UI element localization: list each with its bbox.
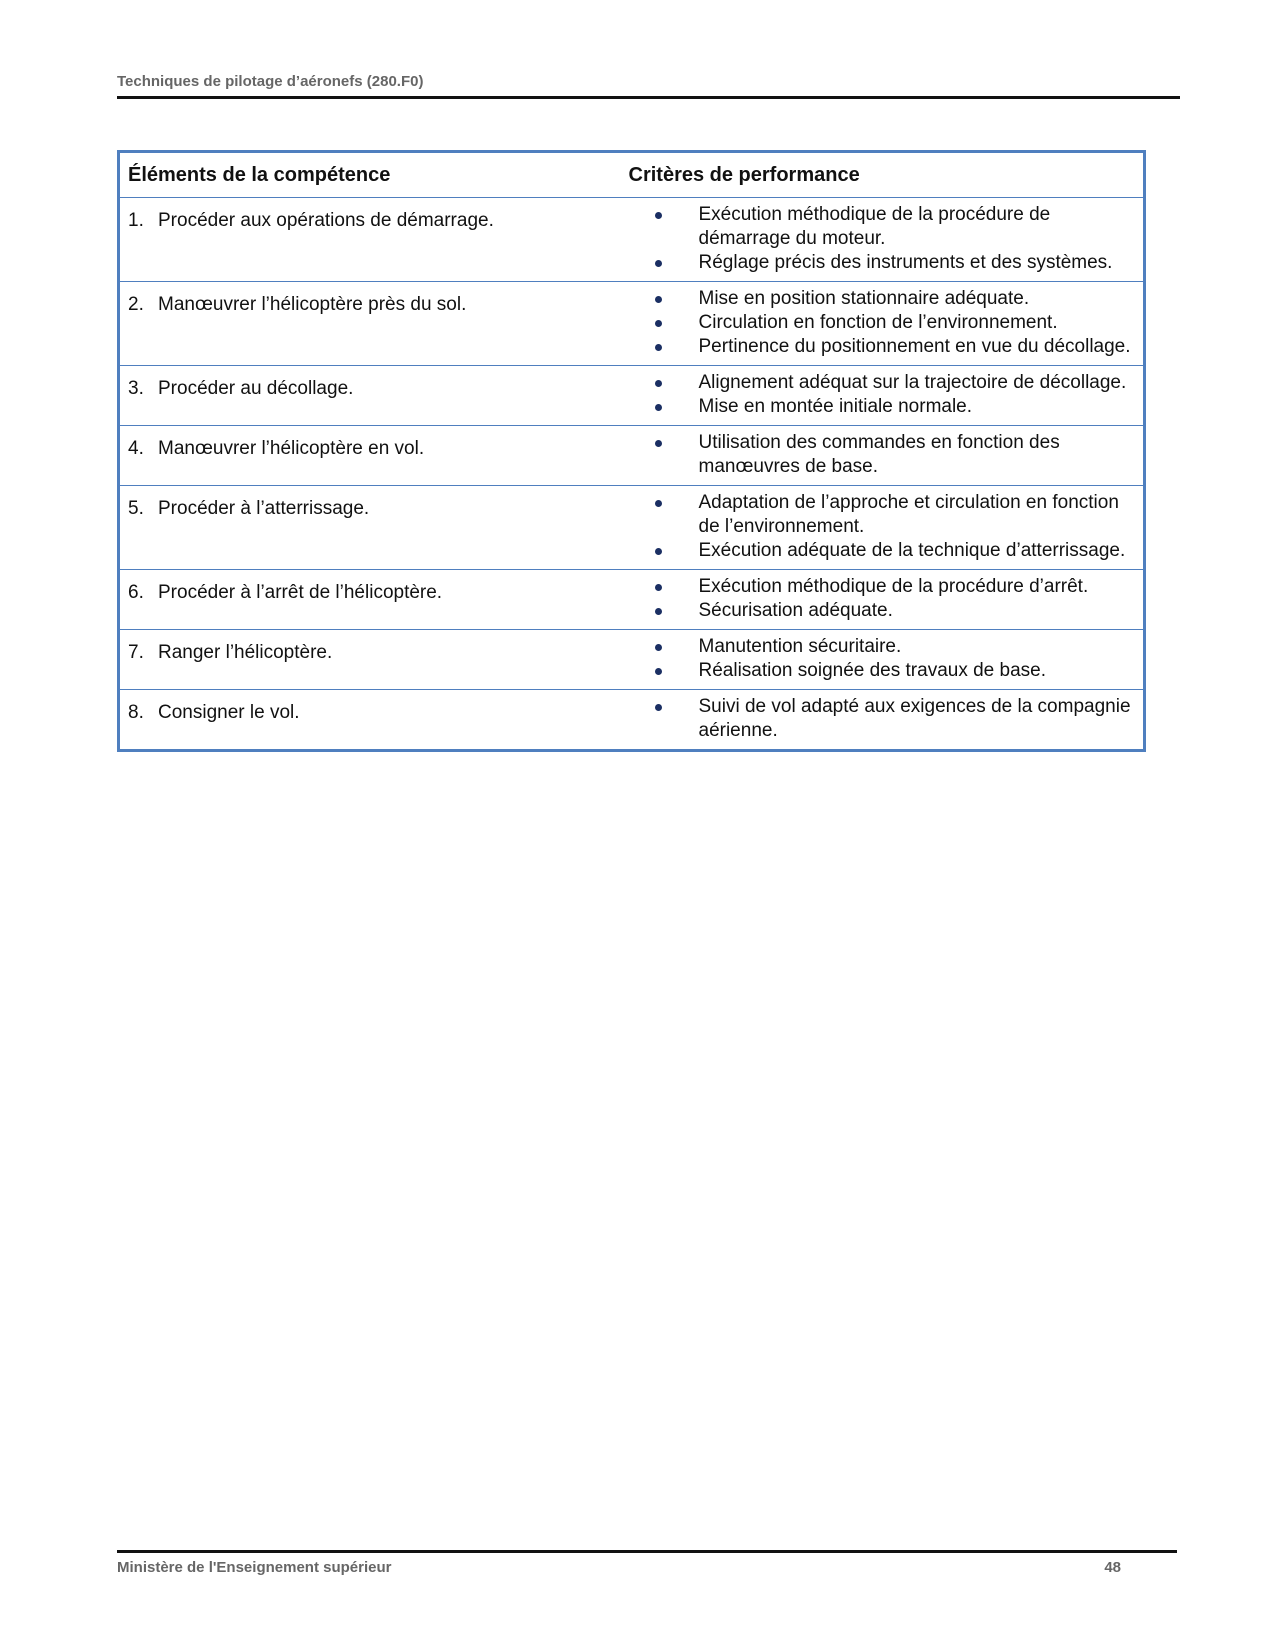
element-text: Ranger l’hélicoptère. (158, 642, 333, 663)
bullet-icon (655, 548, 662, 555)
competence-element (128, 371, 613, 401)
table-row (119, 282, 1145, 366)
competence-element (128, 203, 613, 233)
bullet-icon (655, 320, 662, 327)
criteria-item (629, 251, 1136, 275)
criteria-text: Exécution méthodique de la procédure de démarrage du moteur. (698, 204, 1051, 249)
element-number: 1. (128, 210, 144, 231)
criteria-list (629, 695, 1136, 743)
bullet-icon (655, 212, 662, 219)
criteria-text: Adaptation de l’approche et circulation en fonction de l’environnement. (698, 492, 1119, 537)
bullet-icon (655, 644, 662, 651)
element-cell (119, 690, 621, 751)
criteria-text: Exécution méthodique de la procédure d’arrêt. (698, 576, 1089, 597)
criteria-item (629, 203, 1136, 251)
bullet-icon (655, 704, 662, 711)
criteria-cell (621, 426, 1145, 486)
table-row (119, 486, 1145, 570)
table-header-row (119, 152, 1145, 198)
criteria-text: Manutention sécuritaire. (698, 636, 902, 657)
criteria-item (629, 695, 1136, 743)
criteria-item (629, 311, 1136, 335)
criteria-list (629, 491, 1136, 563)
element-cell (119, 198, 621, 282)
criteria-list (629, 431, 1136, 479)
criteria-text: Alignement adéquat sur la trajectoire de décollage. (698, 372, 1127, 393)
element-cell (119, 426, 621, 486)
criteria-item (629, 635, 1136, 659)
criteria-item (629, 659, 1136, 683)
criteria-item (629, 491, 1136, 539)
criteria-text: Utilisation des commandes en fonction des manœuvres de base. (698, 432, 1060, 477)
document-title: Techniques de pilotage d’aéronefs (280.F0) (117, 73, 424, 90)
element-text: Procéder à l’arrêt de l’hélicoptère. (158, 582, 443, 603)
bullet-icon (655, 260, 662, 267)
criteria-text: Sécurisation adéquate. (698, 600, 893, 621)
bullet-icon (655, 380, 662, 387)
criteria-cell (621, 366, 1145, 426)
element-cell (119, 486, 621, 570)
element-text: Procéder aux opérations de démarrage. (158, 210, 494, 231)
criteria-text: Réalisation soignée des travaux de base. (698, 660, 1047, 681)
bullet-icon (655, 584, 662, 591)
criteria-cell (621, 198, 1145, 282)
bullet-icon (655, 668, 662, 675)
footer-ministry: Ministère de l'Enseignement supérieur (117, 1559, 392, 1576)
bullet-icon (655, 440, 662, 447)
element-cell (119, 366, 621, 426)
criteria-cell (621, 486, 1145, 570)
criteria-cell (621, 630, 1145, 690)
element-number: 8. (128, 702, 144, 723)
criteria-item (629, 395, 1136, 419)
element-text: Consigner le vol. (158, 702, 300, 723)
criteria-list (629, 575, 1136, 623)
competence-table (117, 150, 1146, 752)
criteria-item (629, 599, 1136, 623)
criteria-cell (621, 282, 1145, 366)
criteria-list (629, 203, 1136, 275)
criteria-item (629, 371, 1136, 395)
element-number: 5. (128, 498, 144, 519)
element-text: Manœuvrer l’hélicoptère près du sol. (158, 294, 467, 315)
bullet-icon (655, 608, 662, 615)
table-row (119, 570, 1145, 630)
table-row (119, 426, 1145, 486)
criteria-item (629, 431, 1136, 479)
criteria-text: Exécution adéquate de la technique d’atterrissage. (698, 540, 1126, 561)
criteria-cell (621, 690, 1145, 751)
criteria-text: Pertinence du positionnement en vue du décollage. (698, 336, 1131, 357)
element-number: 6. (128, 582, 144, 603)
competence-element (128, 287, 613, 317)
competence-element (128, 695, 613, 725)
table-body (119, 198, 1145, 751)
competence-element (128, 491, 613, 521)
bullet-icon (655, 404, 662, 411)
bullet-icon (655, 344, 662, 351)
criteria-item (629, 539, 1136, 563)
page-number: 48 (1104, 1559, 1121, 1576)
element-number: 2. (128, 294, 144, 315)
competence-element (128, 431, 613, 461)
bullet-icon (655, 296, 662, 303)
criteria-item (629, 335, 1136, 359)
criteria-list (629, 287, 1136, 359)
criteria-list (629, 371, 1136, 419)
criteria-cell (621, 570, 1145, 630)
table-row (119, 366, 1145, 426)
page-header (117, 72, 1180, 99)
element-cell (119, 630, 621, 690)
element-number: 3. (128, 378, 144, 399)
element-cell (119, 282, 621, 366)
element-text: Procéder au décollage. (158, 378, 354, 399)
bullet-icon (655, 500, 662, 507)
competence-element (128, 635, 613, 665)
element-number: 4. (128, 438, 144, 459)
element-cell (119, 570, 621, 630)
element-number: 7. (128, 642, 144, 663)
criteria-text: Circulation en fonction de l’environnement. (698, 312, 1058, 333)
criteria-item (629, 575, 1136, 599)
table-row (119, 690, 1145, 751)
competence-element (128, 575, 613, 605)
criteria-text: Mise en position stationnaire adéquate. (698, 288, 1030, 309)
element-text: Manœuvrer l’hélicoptère en vol. (158, 438, 425, 459)
criteria-column-header: Critères de performance (621, 152, 1145, 198)
element-text: Procéder à l’atterrissage. (158, 498, 370, 519)
table-row (119, 630, 1145, 690)
criteria-text: Réglage précis des instruments et des systèmes. (698, 252, 1113, 273)
elements-column-header: Éléments de la compétence (119, 152, 621, 198)
criteria-item (629, 287, 1136, 311)
criteria-text: Suivi de vol adapté aux exigences de la compagnie aérienne. (698, 696, 1131, 741)
criteria-list (629, 635, 1136, 683)
page-footer (117, 1550, 1177, 1576)
criteria-text: Mise en montée initiale normale. (698, 396, 973, 417)
table-row (119, 198, 1145, 282)
